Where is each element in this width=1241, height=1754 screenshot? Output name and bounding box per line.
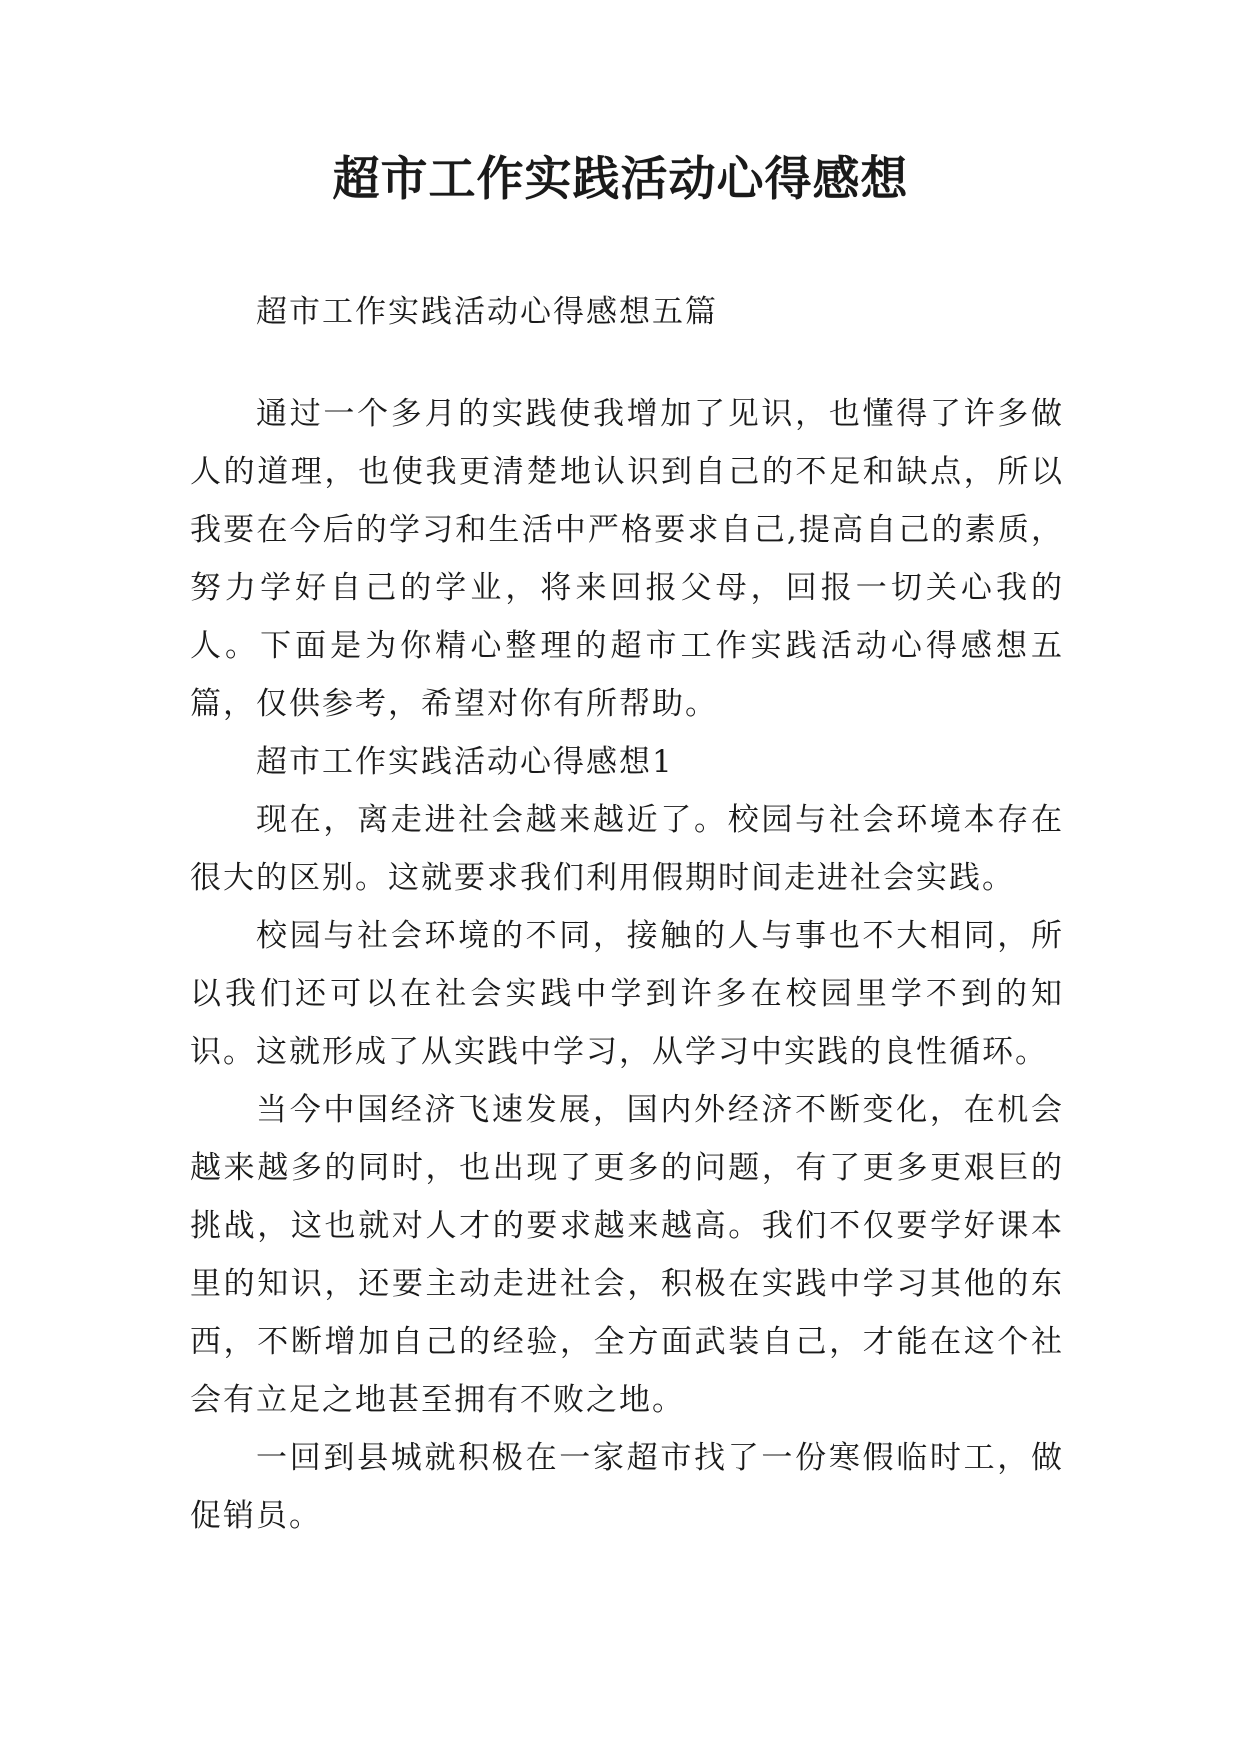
section-heading: 超市工作实践活动心得感想1: [256, 744, 674, 780]
document-body: [190, 283, 1064, 1545]
subtitle-paragraph: 超市工作实践活动心得感想五篇: [256, 294, 718, 330]
document-title: 超市工作实践活动心得感想: [332, 152, 909, 207]
intro-paragraph: 通过一个多月的实践使我增加了见识，也懂得了许多做人的道理，也使我更清楚地认识到自己的不足和缺点，所以我要在今后的学习和生活中严格要求自己,提高自己的素质，努力学好自己的学业，将来回报父母，回报一切关心我的人。下面是为你精心整理的超市工作实践活动心得感想五篇，仅供参考，希望对你有所帮助。: [190, 396, 1064, 722]
body-paragraph: 当今中国经济飞速发展，国内外经济不断变化，在机会越来越多的同时，也出现了更多的问题，有了更多更艰巨的挑战，这也就对人才的要求越来越高。我们不仅要学好课本里的知识，还要主动走进社会，积极在实践中学习其他的东西，不断增加自己的经验，全方面武装自己，才能在这个社会有立足之地甚至拥有不败之地。: [190, 1092, 1064, 1418]
body-paragraph: 校园与社会环境的不同，接触的人与事也不大相同，所以我们还可以在社会实践中学到许多在校园里学不到的知识。这就形成了从实践中学习，从学习中实践的良性循环。: [190, 918, 1064, 1070]
body-paragraph: 现在，离走进社会越来越近了。校园与社会环境本存在很大的区别。这就要求我们利用假期时间走进社会实践。: [190, 802, 1064, 896]
body-paragraph: 一回到县城就积极在一家超市找了一份寒假临时工，做促销员。: [190, 1440, 1064, 1534]
